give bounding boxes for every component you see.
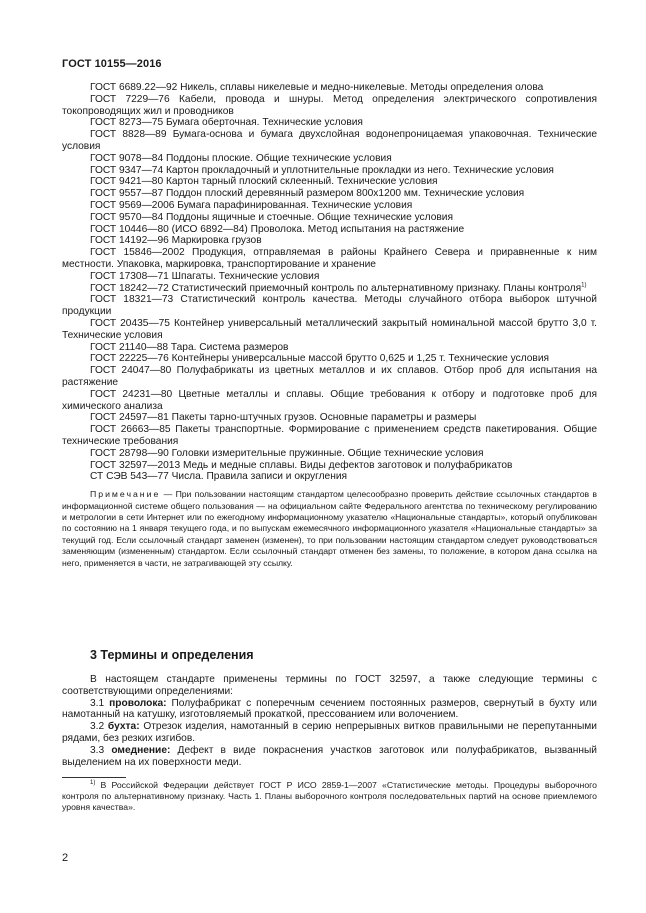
term-text: Дефект в виде покраснения участков заготовок или полуфабрикатов, вызванный выделением на их поверхности меди.: [62, 744, 598, 768]
reference-item: СТ СЭВ 543—77 Числа. Правила записи и округления: [90, 471, 348, 483]
normative-references: [62, 82, 597, 569]
terms-section: [62, 674, 597, 768]
section-intro: В настоящем стандарте применены термины по ГОСТ 32597, а также следующие термины с соответствующими определениями:: [62, 674, 597, 697]
reference-item: ГОСТ 32597—2013 Медь и медные сплавы. Виды дефектов заготовок и полуфабрикатов: [90, 459, 513, 471]
footnote-marker: 1): [90, 780, 96, 787]
reference-item: ГОСТ 21140—88 Тара. Система размеров: [90, 341, 289, 353]
reference-item: ГОСТ 14192—96 Маркировка грузов: [90, 235, 262, 247]
page-number: 2: [62, 852, 69, 864]
footnote: [62, 780, 597, 814]
term-text: Отрезок изделия, намотанный в серию непрерывных витков правильными не перепутанными рядами, без резких изгибов.: [62, 721, 597, 744]
reference-item-with-footnote: [62, 283, 597, 295]
section-title: 3 Термины и определения: [90, 648, 254, 662]
reference-item: ГОСТ 9347—74 Картон прокладочный и уплотнительные прокладки из него. Технические условия: [90, 164, 554, 176]
reference-item: ГОСТ 18321—73 Статистический контроль качества. Методы случайного отбора выборок штучной продукции: [62, 294, 597, 318]
reference-item: ГОСТ 10446—80 (ИСО 6892—84) Проволока. Метод испытания на растяжение: [90, 223, 465, 235]
reference-item: ГОСТ 9421—80 Картон тарный плоский склеенный. Технические условия: [90, 176, 438, 188]
note-label: Примечание: [90, 489, 161, 500]
note-text: — При пользовании настоящим стандартом целесообразно проверить действие ссылочных стандартов в информационной системе общего пользования — на официальном сайте Федерального агентства по техническому регулированию и метрологии в сети Интернет или по ежегодному информационному указателю «Национальные стандарты», который опубликован по состоянию на 1 января текущего года, и по выпускам ежемесячного информационного указателя «Национальные стандарты» за текущий год. Если ссылочный стандарт заменен (изменен), то при пользовании настоящим стандартом следует руководствоваться заменяющим (измененным) стандартом. Если ссылочный стандарт отменен без замены, то положение, в котором дана ссылка на него, применяется в части, не затрагивающей эту ссылку.: [62, 489, 597, 568]
term-number: 3.2: [90, 721, 108, 733]
reference-item: ГОСТ 9557—87 Поддон плоский деревянный размером 800х1200 мм. Технические условия: [90, 188, 525, 200]
reference-item: ГОСТ 26663—85 Пакеты транспортные. Формирование с применением средств пакетирования. Общие технические требования: [62, 424, 597, 447]
footnote-divider: [62, 777, 126, 778]
reference-text: ГОСТ 18242—72 Статистический приемочный контроль по альтернативному признаку. Планы контроля: [90, 282, 582, 294]
document-header: ГОСТ 10155—2016: [62, 58, 162, 70]
reference-item: ГОСТ 9570—84 Поддоны ящичные и стоечные. Общие технические условия: [90, 211, 453, 223]
reference-item: ГОСТ 22225—76 Контейнеры универсальные массой брутто 0,625 и 1,25 т. Технические условия: [90, 353, 550, 365]
term-name: бухта:: [107, 721, 140, 733]
reference-item: ГОСТ 15846—2002 Продукция, отправляемая в районы Крайнего Севера и приравненные к ним местности. Упаковка, маркировка, транспортирование и хранение: [62, 247, 597, 270]
term-text: Полуфабрикат с поперечным сечением постоянных размеров, свернутый в бухту или намотанный на катушку, изготовляемый прокаткой, прессованием или волочением.: [62, 697, 597, 721]
footnote-marker: 1): [581, 282, 587, 289]
reference-item: ГОСТ 8273—75 Бумага оберточная. Технические условия: [90, 117, 363, 129]
term-number: 3.1: [90, 697, 110, 709]
reference-item: ГОСТ 6689.22—92 Никель, сплавы никелевые и медно-никелевые. Методы определения олова: [90, 82, 544, 93]
term-number: 3.3: [90, 744, 112, 756]
reference-item: ГОСТ 8828—89 Бумага-основа и бумага двухслойная водонепроницаемая упаковочная. Технические условия: [62, 129, 597, 152]
note-paragraph: [62, 489, 597, 569]
term-name: проволока:: [109, 697, 167, 709]
reference-item: ГОСТ 28798—90 Головки измерительные пружинные. Общие технические условия: [90, 447, 484, 459]
reference-item: ГОСТ 24597—81 Пакеты тарно-штучных грузов. Основные параметры и размеры: [90, 412, 477, 424]
term-definition: [62, 745, 597, 769]
term-name: омеднение:: [111, 744, 171, 756]
reference-item: ГОСТ 20435—75 Контейнер универсальный металлический закрытый номинальной массой брутто 3,0 т. Технические условия: [62, 317, 597, 341]
term-definition: [62, 721, 597, 745]
reference-item: ГОСТ 24047—80 Полуфабрикаты из цветных металлов и их сплавов. Отбор проб для испытания на растяжение: [62, 365, 597, 388]
term-definition: [62, 698, 597, 722]
reference-item: ГОСТ 24231—80 Цветные металлы и сплавы. Общие требования к отбору и подготовке проб для химического анализа: [62, 388, 597, 412]
reference-item: ГОСТ 17308—71 Шпагаты. Технические условия: [90, 270, 320, 282]
reference-item: ГОСТ 9569—2006 Бумага парафинированная. Технические условия: [90, 199, 413, 211]
reference-item: ГОСТ 7229—76 Кабели, провода и шнуры. Метод определения электрического сопротивления токопроводящих жил и проводников: [62, 93, 597, 117]
footnote-text: В Российской Федерации действует ГОСТ Р ИСО 2859-1—2007 «Статистические методы. Процедуры выборочного контроля по альтернативному признаку. Часть 1. Планы выборочного контроля последовательных партий на основе приемлемого уровня качества».: [62, 780, 597, 813]
reference-item: ГОСТ 9078—84 Поддоны плоские. Общие технические условия: [90, 152, 392, 164]
